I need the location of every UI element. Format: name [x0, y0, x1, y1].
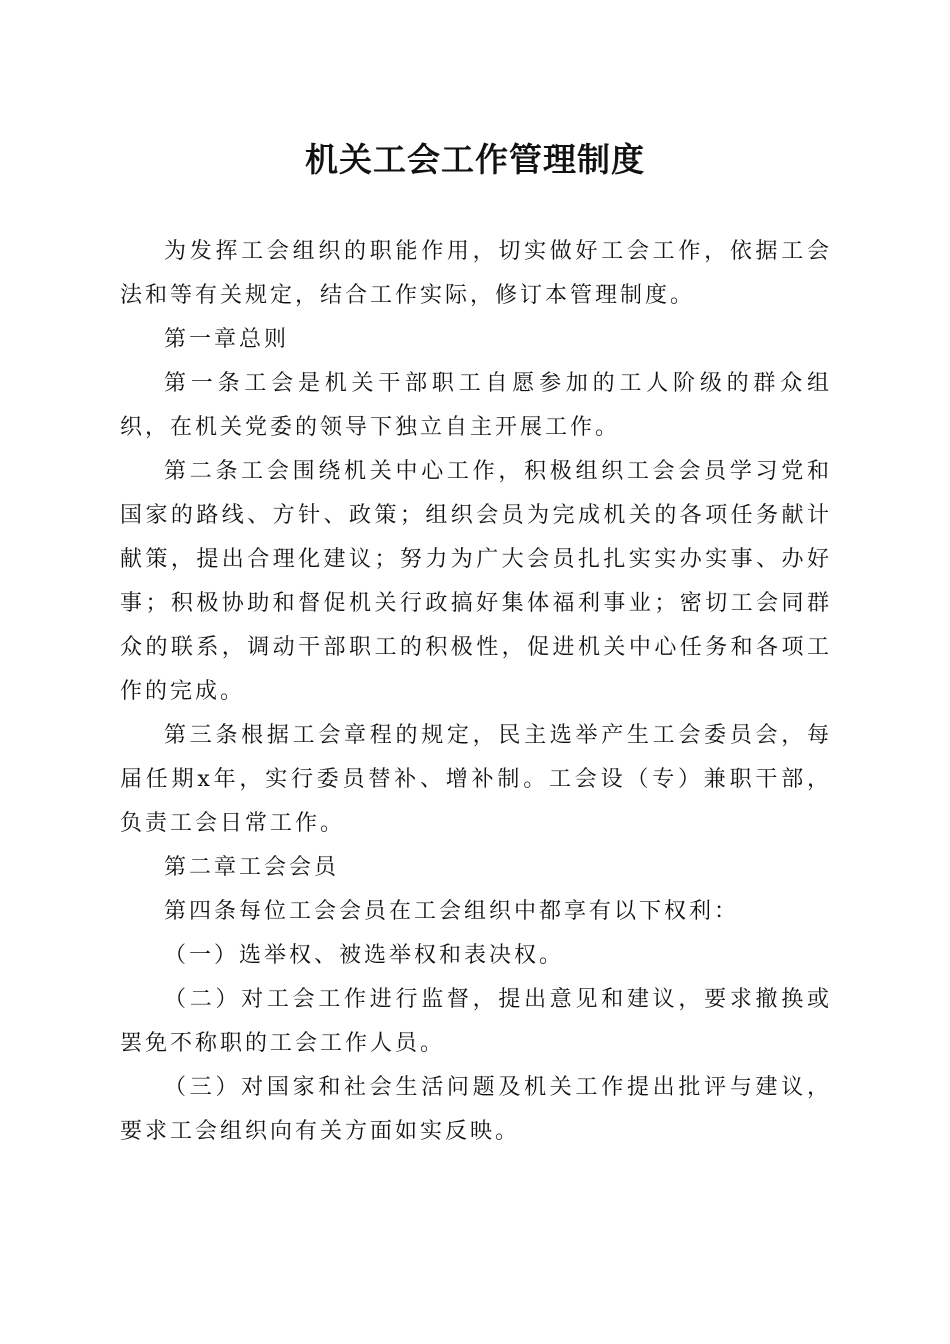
right-item-3: （三）对国家和社会生活问题及机关工作提出批评与建议，要求工会组织向有关方面如实反映。	[120, 1075, 832, 1144]
article-1: 第一条工会是机关干部职工自愿参加的工人阶级的群众组织，在机关党委的领导下独立自主开展工作。	[120, 371, 832, 440]
document-body	[120, 230, 832, 1154]
document-title: 机关工会工作管理制度	[305, 140, 645, 179]
chapter-heading-1: 第一章总则	[164, 327, 290, 352]
article-2: 第二条工会围绕机关中心工作，积极组织工会会员学习党和国家的路线、方针、政策；组织会员为完成机关的各项任务献计献策，提出合理化建议；努力为广大会员扎扎实实办实事、办好事；积极协助和督促机关行政搞好集体福利事业；密切工会同群众的联系，调动干部职工的积极性，促进机关中心任务和各项工作的完成。	[120, 459, 832, 704]
right-item-2: （二）对工会工作进行监督，提出意见和建议，要求撤换或罢免不称职的工会工作人员。	[120, 987, 832, 1056]
article-4: 第四条每位工会会员在工会组织中都享有以下权利：	[164, 899, 740, 924]
right-item-1: （一）选举权、被选举权和表决权。	[164, 943, 565, 968]
article-3: 第三条根据工会章程的规定，民主选举产生工会委员会，每届任期x年，实行委员替补、增补制。工会设（专）兼职干部，负责工会日常工作。	[120, 723, 832, 836]
chapter-heading-2: 第二章工会会员	[164, 855, 340, 880]
paragraph-intro: 为发挥工会组织的职能作用，切实做好工会工作，依据工会法和等有关规定，结合工作实际，修订本管理制度。	[120, 239, 832, 308]
